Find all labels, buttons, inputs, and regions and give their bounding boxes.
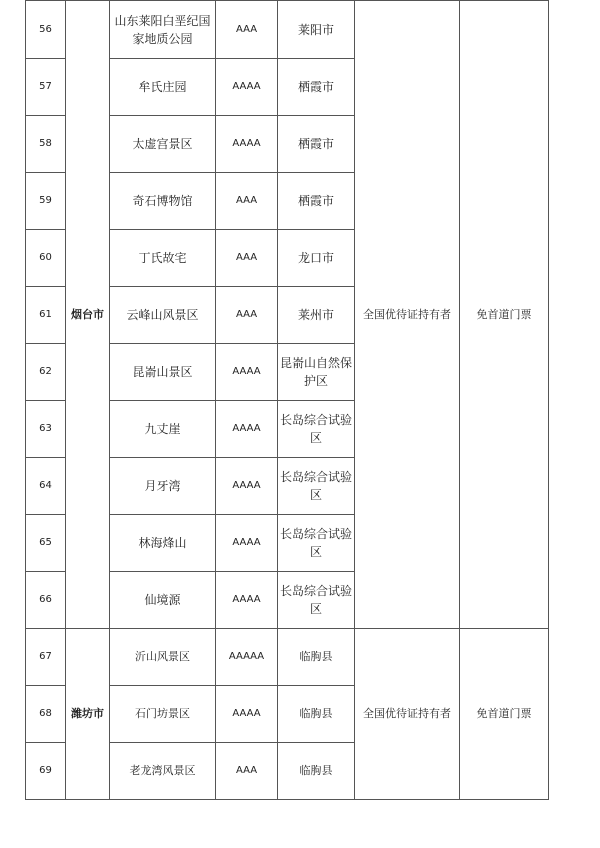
scenic-spot-name: 九丈崖 [110, 401, 216, 458]
scenic-spot-name: 丁氏故宅 [110, 230, 216, 287]
row-number: 68 [26, 686, 66, 743]
scenic-spot-name: 仙境源 [110, 572, 216, 629]
eligibility-cell: 全国优待证持有者 [355, 1, 460, 629]
row-number: 56 [26, 1, 66, 59]
policy-cell: 免首道门票 [460, 1, 549, 629]
scenic-level: AAAA [216, 572, 278, 629]
scenic-level: AAA [216, 173, 278, 230]
scenic-level: AAA [216, 287, 278, 344]
region-cell: 栖霞市 [278, 59, 355, 116]
row-number: 64 [26, 458, 66, 515]
region-cell: 长岛综合试验区 [278, 458, 355, 515]
row-number: 59 [26, 173, 66, 230]
eligibility-cell: 全国优待证持有者 [355, 629, 460, 800]
scenic-spot-name: 沂山风景区 [110, 629, 216, 686]
scenic-level: AAAA [216, 686, 278, 743]
row-number: 65 [26, 515, 66, 572]
region-cell: 莱阳市 [278, 1, 355, 59]
policy-cell: 免首道门票 [460, 629, 549, 800]
table-row [26, 629, 549, 686]
row-number: 61 [26, 287, 66, 344]
scenic-level: AAAA [216, 116, 278, 173]
scenic-spot-name: 林海烽山 [110, 515, 216, 572]
scenic-spot-name: 奇石博物馆 [110, 173, 216, 230]
region-cell: 长岛综合试验区 [278, 572, 355, 629]
scenic-spot-name: 昆嵛山景区 [110, 344, 216, 401]
scenic-spot-name: 石门坊景区 [110, 686, 216, 743]
scenic-level: AAAAA [216, 629, 278, 686]
scenic-level: AAAA [216, 344, 278, 401]
row-number: 62 [26, 344, 66, 401]
region-cell: 临朐县 [278, 629, 355, 686]
scenic-spot-name: 老龙湾风景区 [110, 743, 216, 800]
scenic-spot-name: 山东莱阳白垩纪国家地质公园 [110, 1, 216, 59]
scenic-level: AAAA [216, 401, 278, 458]
scenic-spot-table [25, 0, 549, 800]
row-number: 60 [26, 230, 66, 287]
scenic-level: AAA [216, 743, 278, 800]
scenic-level: AAA [216, 230, 278, 287]
region-cell: 莱州市 [278, 287, 355, 344]
scenic-level: AAA [216, 1, 278, 59]
scenic-spot-name: 月牙湾 [110, 458, 216, 515]
region-cell: 栖霞市 [278, 173, 355, 230]
region-cell: 临朐县 [278, 686, 355, 743]
city-cell: 潍坊市 [66, 629, 110, 800]
region-cell: 昆嵛山自然保护区 [278, 344, 355, 401]
scenic-level: AAAA [216, 458, 278, 515]
scenic-spot-name: 云峰山风景区 [110, 287, 216, 344]
row-number: 58 [26, 116, 66, 173]
row-number: 66 [26, 572, 66, 629]
region-cell: 龙口市 [278, 230, 355, 287]
scenic-level: AAAA [216, 59, 278, 116]
row-number: 57 [26, 59, 66, 116]
region-cell: 栖霞市 [278, 116, 355, 173]
row-number: 69 [26, 743, 66, 800]
scenic-spot-name: 太虚宫景区 [110, 116, 216, 173]
region-cell: 临朐县 [278, 743, 355, 800]
scenic-level: AAAA [216, 515, 278, 572]
row-number: 67 [26, 629, 66, 686]
region-cell: 长岛综合试验区 [278, 401, 355, 458]
table-row [26, 1, 549, 59]
scenic-spot-name: 牟氏庄园 [110, 59, 216, 116]
row-number: 63 [26, 401, 66, 458]
region-cell: 长岛综合试验区 [278, 515, 355, 572]
city-cell: 烟台市 [66, 1, 110, 629]
